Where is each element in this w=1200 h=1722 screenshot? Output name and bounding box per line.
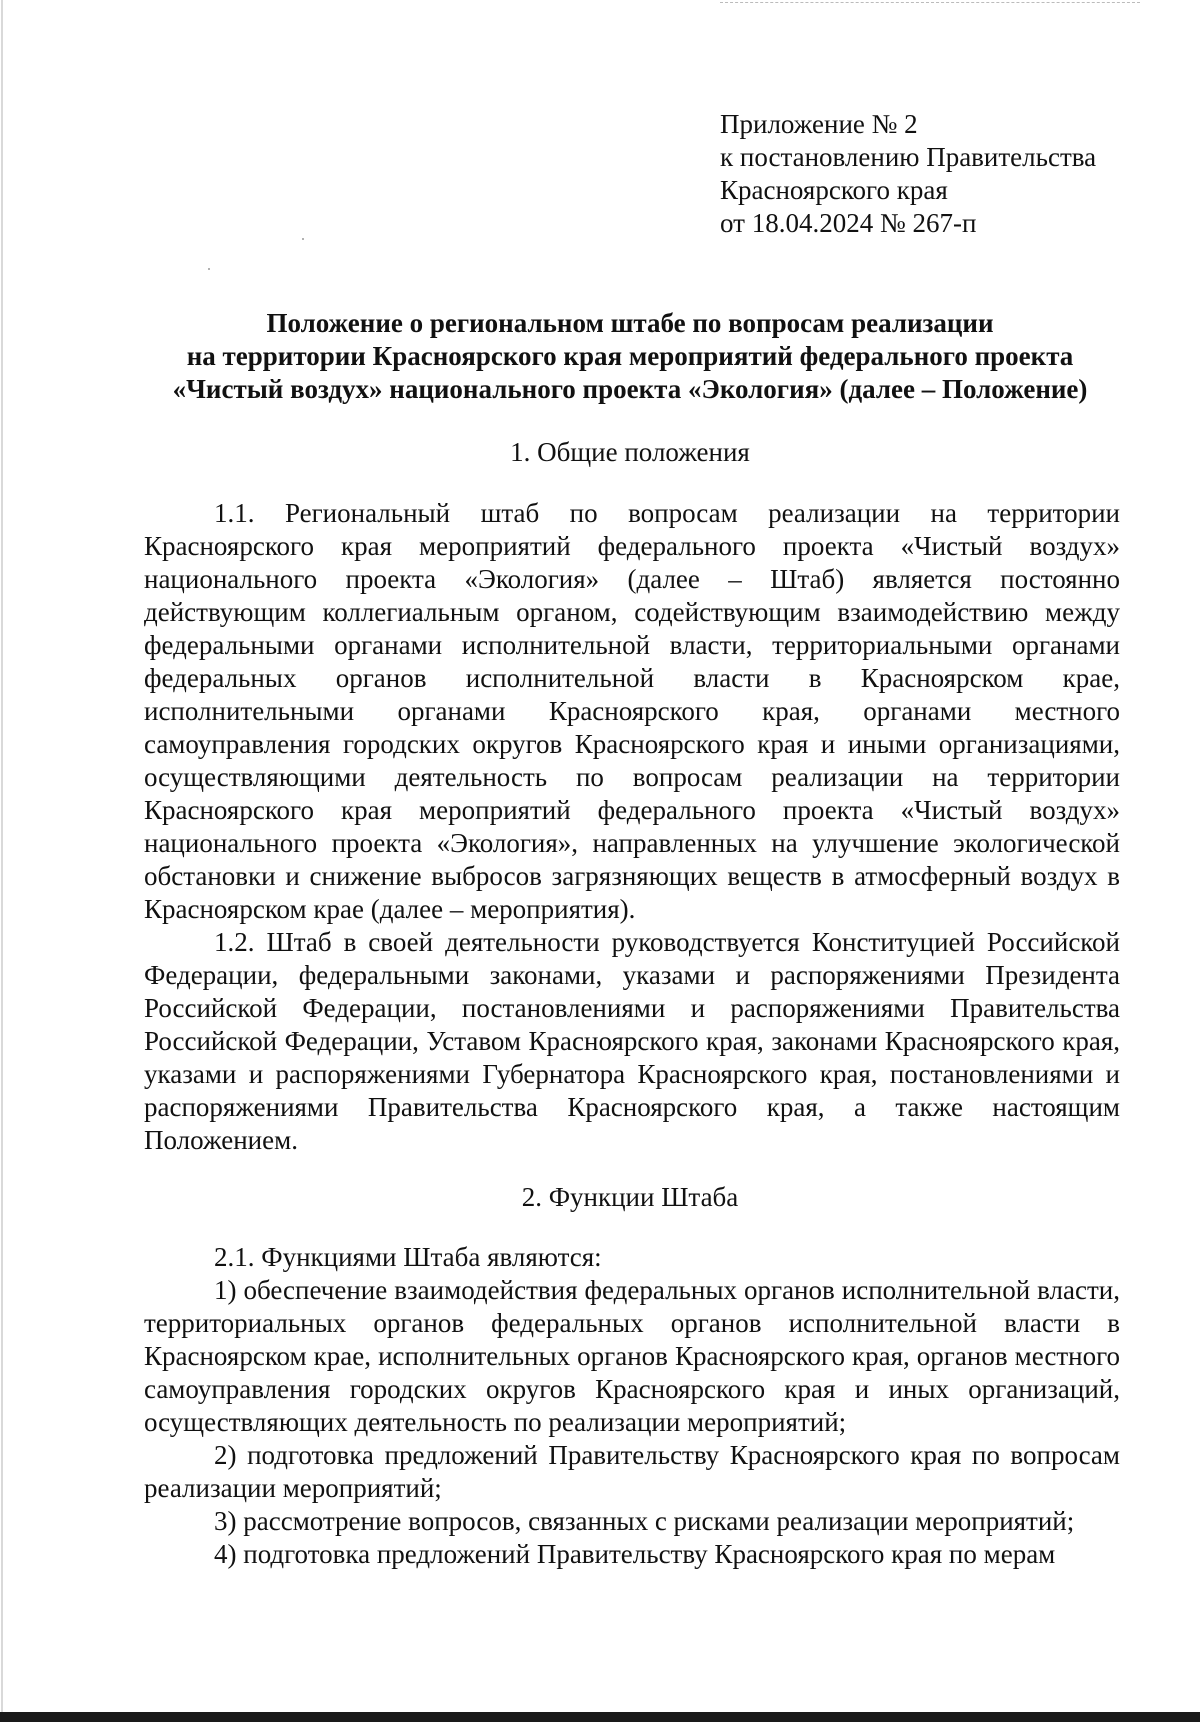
- annex-header: [720, 108, 1096, 240]
- section-heading: 2. Функции Штаба: [521, 1182, 739, 1212]
- title-line: Положение о региональном штабе по вопросам реализации: [266, 308, 994, 338]
- list-item: 1) обеспечение взаимодействия федеральных органов исполнительной власти, территориальных органов федеральных органов исполнительной власти в Красноярском крае, исполнительных органов Красноярского края, органов местного самоуправления городских округов Красноярского края и иных организаций, осуществляющих деятельность по реализации мероприятий;: [144, 1275, 1120, 1437]
- document-title: [140, 307, 1120, 406]
- section-heading: 1. Общие положения: [510, 437, 750, 467]
- scan-speck: [302, 238, 304, 240]
- annex-line: к постановлению Правительства: [720, 142, 1097, 172]
- section-2-body: [144, 1241, 1120, 1571]
- paragraph-1-1: 1.1. Региональный штаб по вопросам реализации на территории Красноярского края мероприятий федерального проекта «Чистый воздух» национального проекта «Экология» (далее – Штаб) является постоянно действующим коллегиальным органом, содействующим взаимодействию между федеральными органами исполнительной власти, территориальными органами федеральных органов исполнительной власти в Красноярском крае, исполнительными органами Красноярского края, органами местного самоуправления городских округов Красноярского края и иными организациями, осуществляющими деятельность по вопросам реализации на территории Красноярского края мероприятий федерального проекта «Чистый воздух» национального проекта «Экология», направленных на улучшение экологической обстановки и снижение выбросов загрязняющих веществ в атмосферный воздух в Красноярском крае (далее – мероприятия).: [144, 498, 1120, 924]
- section-1-body: [144, 497, 1120, 1157]
- annex-line: Приложение № 2: [720, 109, 918, 139]
- scan-artifact-left: [1, 0, 3, 1722]
- annex-line: от 18.04.2024 № 267-п: [720, 208, 977, 238]
- list-item: 3) рассмотрение вопросов, связанных с рисками реализации мероприятий;: [214, 1506, 1075, 1536]
- paragraph-1-2: 1.2. Штаб в своей деятельности руководствуется Конституцией Российской Федерации, федеральными законами, указами и распоряжениями Президента Российской Федерации, постановлениями и распоряжениями Правительства Российской Федерации, Уставом Красноярского края, законами Красноярского края, указами и распоряжениями Губернатора Красноярского края, постановлениями и распоряжениями Правительства Красноярского края, а также настоящим Положением.: [144, 927, 1120, 1155]
- scan-artifact-bottom: [0, 1712, 1200, 1722]
- annex-line: Красноярского края: [720, 175, 948, 205]
- paragraph-2-1: 2.1. Функциями Штаба являются:: [214, 1242, 602, 1272]
- list-item: 4) подготовка предложений Правительству Красноярского края по мерам: [214, 1539, 1056, 1569]
- title-line: на территории Красноярского края мероприятий федерального проекта: [186, 341, 1074, 371]
- scan-artifact-top: [720, 2, 1140, 3]
- list-item: 2) подготовка предложений Правительству Красноярского края по вопросам реализации мероприятий;: [144, 1440, 1120, 1503]
- scan-speck: [208, 268, 210, 270]
- title-line: «Чистый воздух» национального проекта «Экология» (далее – Положение): [172, 374, 1088, 404]
